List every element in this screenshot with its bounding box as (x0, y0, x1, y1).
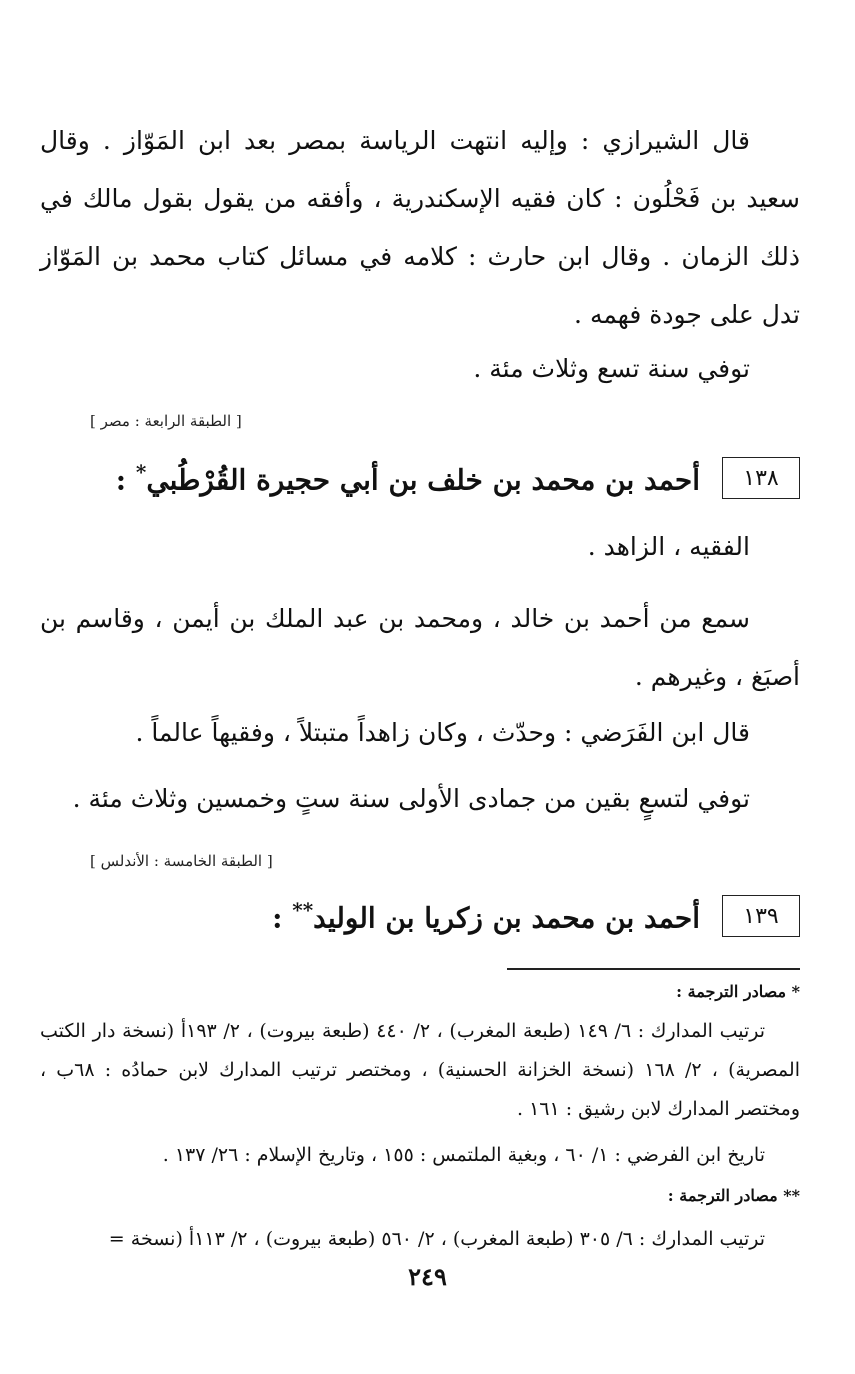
footnote-heading-1: * مصادر الترجمة : (676, 982, 800, 1001)
entry-title-colon: : (115, 463, 127, 497)
entry-title (272, 898, 700, 934)
footnote-1-sources-a: ترتيب المدارك : ٦/ ١٤٩ (طبعة المغرب) ، ٢/ ٤٤٠ (طبعة بيروت) ، ٢/ ١٩٣أ (نسخة دار الكتب المصرية) ، ٢/ ١٦٨ (نسخة الخزانة الحسنية) ، ومختصر ترتيب المدارك لابن حمادُه : ٦٨ب ، ومختصر المدارك لابن رشيق : ١٦١ . (40, 1020, 800, 1120)
page-number: ٢٤٩ (408, 1262, 447, 1291)
entry-number-box: ١٣٨ (722, 457, 800, 499)
paragraph-death-356: توفي لتسعٍ بقين من جمادى الأولى سنة ستٍ وخمسين وثلاث مئة . (72, 784, 750, 813)
footnote-separator (507, 968, 800, 970)
footnote-2-sources-a: ترتيب المدارك : ٦/ ٣٠٥ (طبعة المغرب) ، ٢/ ٥٦٠ (طبعة بيروت) ، ٢/ ١١٣أ (نسخة = (108, 1228, 765, 1250)
paragraph-epithets: الفقيه ، الزاهد . (587, 532, 750, 561)
footnote-marker: * (135, 459, 147, 484)
footnote-marker: ** (292, 897, 314, 922)
tabaqa-tag-4: [ الطبقة الرابعة : مصر ] (90, 412, 242, 430)
paragraph-shirazi: قال الشيرازي : وإليه انتهت الرياسة بمصر بعد ابن المَوّاز . وقال سعيد بن فَحْلُون : كان فقيه الإسكندرية ، وأفقه من يقول بقول مالك في ذلك الزمان . وقال ابن حارث : كلامه في مسائل كتاب محمد بن المَوّاز تدل على جودة فهمه . (40, 126, 800, 329)
entry-title-text: أحمد بن محمد بن زكريا بن الوليد (313, 901, 700, 935)
tabaqa-tag-5: [ الطبقة الخامسة : الأندلس ] (90, 852, 273, 870)
footnote-1-sources-b: تاريخ ابن الفرضي : ١/ ٦٠ ، وبغية الملتمس : ١٥٥ ، وتاريخ الإسلام : ٢٦/ ١٣٧ . (162, 1144, 765, 1166)
paragraph-ibn-faradi: قال ابن الفَرَضي : وحدّث ، وكان زاهداً متبتلاً ، وفقيهاً عالماً . (135, 718, 750, 747)
footnote-heading-2: ** مصادر الترجمة : (667, 1186, 800, 1205)
entry-number-box: ١٣٩ (722, 895, 800, 937)
entry-138-heading (116, 454, 800, 502)
entry-title-text: أحمد بن محمد بن خلف بن أبي حجيرة القُرْطُبي (146, 463, 700, 497)
entry-139-heading (272, 892, 800, 940)
paragraph-teachers: سمع من أحمد بن خالد ، ومحمد بن عبد الملك بن أيمن ، وقاسم بن أصبَغ ، وغيرهم . (40, 604, 800, 691)
entry-title-colon: : (272, 901, 283, 935)
entry-title (116, 460, 700, 496)
paragraph-death-309: توفي سنة تسع وثلاث مئة . (473, 354, 750, 383)
